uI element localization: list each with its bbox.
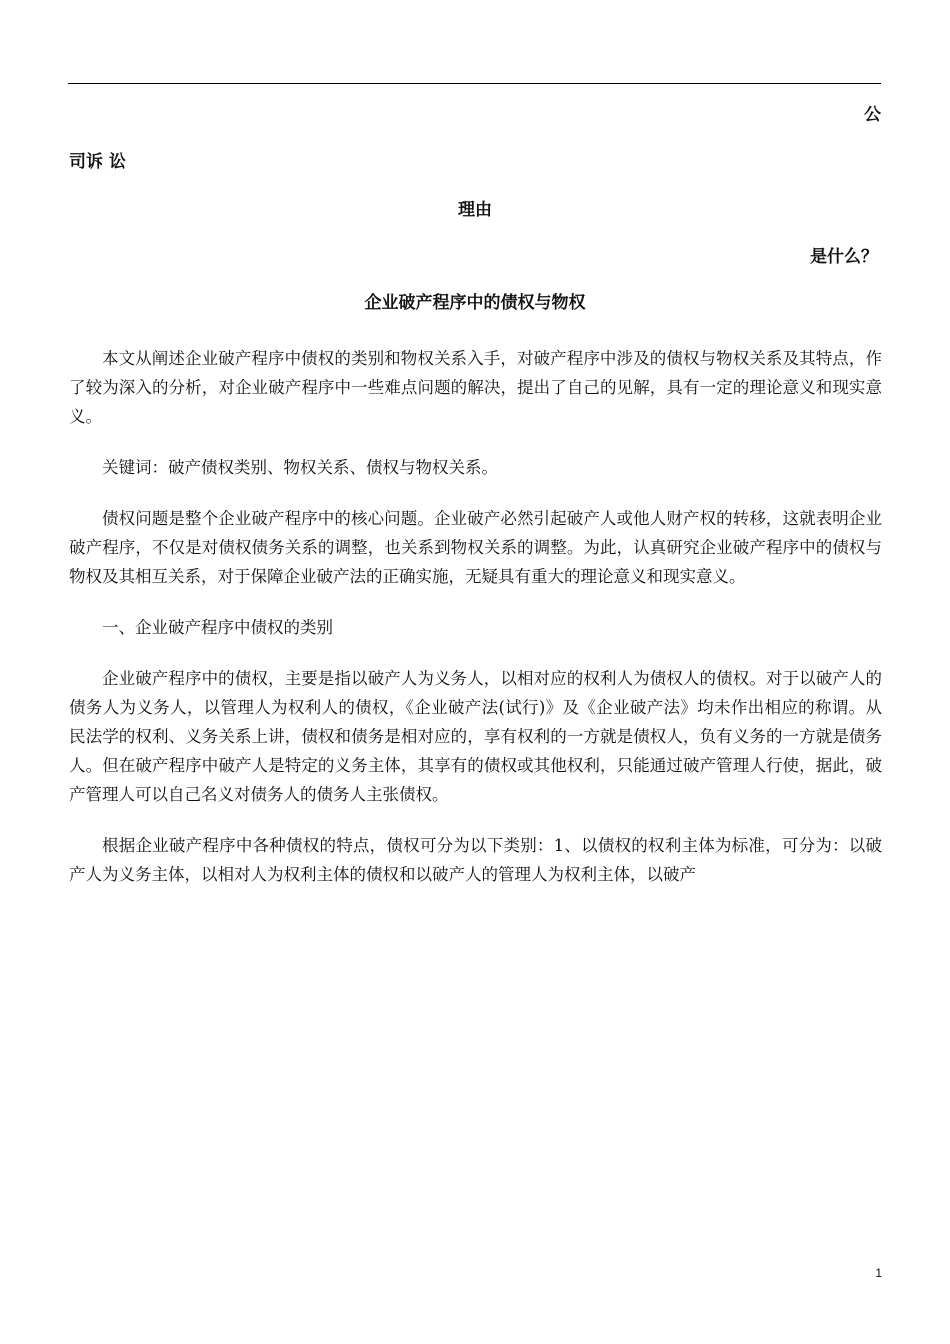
header-text-4: 是什么？ (810, 247, 878, 267)
document-title: 企业破产程序中的债权与物权 (364, 293, 586, 313)
intro-paragraph: 债权问题是整个企业破产程序中的核心问题。企业破产必然引起破产人或他人财产权的转移，这就表明企业破产程序，不仅是对债权债务关系的调整，也关系到物权关系的调整。为此，认真研究企业破产程序中的债权与物权及其相互关系，对于保障企业破产法的正确实施，无疑具有重大的理论意义和现实意义。 (69, 509, 882, 586)
page-number: 1 (875, 1266, 882, 1280)
body-paragraph-last: 根据企业破产程序中各种债权的特点，债权可分为以下类别：1、以债权的权利主体为标准，可分为：以破产人为义务主体，以相对人为权利主体的债权和以破产人的管理人为权利主体，以破产 (69, 836, 882, 884)
body-paragraph: 企业破产程序中的债权，主要是指以破产人为义务人，以相对应的权利人为债权人的债权。对于以破产人的债务人为义务人，以管理人为权利人的债权，《企业破产法(试行)》及《企业破产法》均未作出相应的称谓。从民法学的权利、义务关系上讲，债权和债务是相对应的，享有权利的一方就是债权人，负有义务的一方就是债务人。但在破产程序中破产人是特定的义务主体，其享有的债权或其他权利，只能通过破产管理人行使，据此，破产管理人可以自己名义对债务人的债务人主张债权。 (69, 669, 882, 804)
document-body (69, 344, 882, 889)
header-text-2: 司诉 讼 (69, 152, 126, 172)
header-text-1: 公 (864, 105, 881, 125)
keywords-paragraph: 关键词：破产债权类别、物权关系、债权与物权关系。 (102, 458, 498, 477)
header-rule (68, 83, 881, 84)
header-text-3: 理由 (458, 200, 492, 220)
section-heading: 一、企业破产程序中债权的类别 (102, 618, 333, 637)
abstract-paragraph: 本文从阐述企业破产程序中债权的类别和物权关系入手，对破产程序中涉及的债权与物权关系及其特点，作了较为深入的分析，对企业破产程序中一些难点问题的解决，提出了自己的见解，具有一定的理论意义和现实意义。 (69, 349, 882, 426)
